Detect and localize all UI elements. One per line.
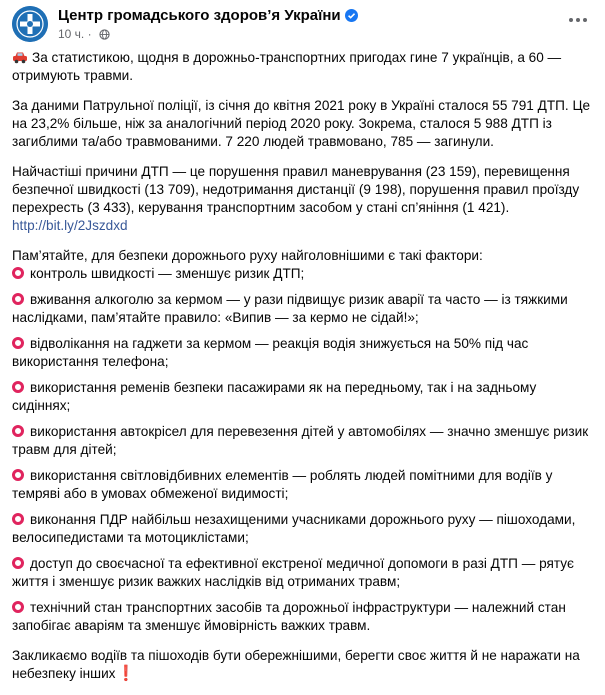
page-avatar[interactable]	[12, 6, 48, 42]
post-closing: Закликаємо водіїв та пішоходів бути обережнішими, берегти своє життя й не наражати на небезпеку інших❗	[12, 648, 580, 682]
post-intro: За статистикою, щодня в дорожньо-транспортних пригодах гине 7 українців, а 60 — отримують травми.	[12, 50, 562, 83]
source-link[interactable]: http://bit.ly/2Jszdxd	[12, 218, 128, 233]
verified-badge-icon	[345, 9, 358, 22]
list-item: відволікання на гаджети за кермом — реакція водія знижується на 50% під час використання телефона;	[12, 336, 529, 369]
red-circle-icon	[12, 425, 24, 437]
factors-intro: Пам’ятайте, для безпеки дорожнього руху найголовнішими є такі фактори:	[12, 248, 483, 263]
red-circle-icon	[12, 381, 24, 393]
page-name-link[interactable]: Центр громадського здоров’я України	[58, 7, 341, 24]
list-item: використання ременів безпеки пасажирами як на передньому, так і на задньому сидіннях;	[12, 380, 537, 413]
post-meta: 10 ч. ·	[58, 27, 110, 41]
list-item: використання автокрісел для перевезення дітей у автомобілях — значно зменшує ризик травм для дітей;	[12, 424, 589, 457]
list-item: доступ до своєчасної та ефективної екстреної медичної допомоги в разі ДТП — рятує життя і зменшує ризик важких наслідків від отриманих травм;	[12, 556, 574, 589]
cross-emblem-icon	[12, 6, 48, 42]
more-options-icon[interactable]	[564, 10, 592, 30]
list-item: вживання алкоголю за кермом — у рази підвищує ризик аварії та часто — із тяжкими наслідками, пам’ятайте правило: «Випив — за кермо не сідай!»;	[12, 292, 568, 325]
globe-icon[interactable]	[99, 29, 110, 40]
post-causes: Найчастіші причини ДТП — це порушення правил маневрування (23 159), перевищення безпечної швидкості (13 709), недотримання дистанції (9 198), порушення правил проїзду перехресть (3 433), керування транспортним засобом у стані сп’яніння (1 421). http://bit.ly/2Jszdxd	[12, 164, 580, 233]
red-exclamation-icon: ❗	[116, 665, 136, 682]
red-circle-icon	[12, 293, 24, 305]
post-statistics: За даними Патрульної поліції, із січня до квітня 2021 року в Україні сталося 55 791 ДТП. Це на 23,2% більше, ніж за аналогічний період 2020 року. Зокрема, сталося 5 988 ДТП із загиблими та/або травмованими. 7 220 людей травмовано, 785 — загинули.	[12, 98, 591, 149]
red-circle-icon	[12, 601, 24, 613]
list-item: використання світловідбивних елементів — роблять людей помітними для водіїв у темряві або в умовах обмеженої видимості;	[12, 468, 553, 501]
list-item: технічний стан транспортних засобів та дорожньої інфраструктури — належний стан запобігає аваріям та зменшує ймовірність важких травм.	[12, 600, 566, 633]
factors-list	[12, 265, 594, 635]
red-circle-icon	[12, 513, 24, 525]
list-item: контроль швидкості — зменшує ризик ДТП;	[12, 265, 594, 283]
red-circle-icon	[12, 337, 24, 349]
post-body	[12, 49, 594, 695]
red-circle-icon	[12, 557, 24, 569]
post-header	[12, 6, 592, 42]
red-circle-icon	[12, 267, 24, 279]
red-circle-icon	[12, 469, 24, 481]
post-timestamp[interactable]: 10 ч.	[58, 27, 85, 41]
car-icon	[12, 51, 28, 64]
list-item: виконання ПДР найбільш незахищеними учасниками дорожнього руху — пішоходами, велосипедистами та мотоциклістами;	[12, 512, 576, 545]
